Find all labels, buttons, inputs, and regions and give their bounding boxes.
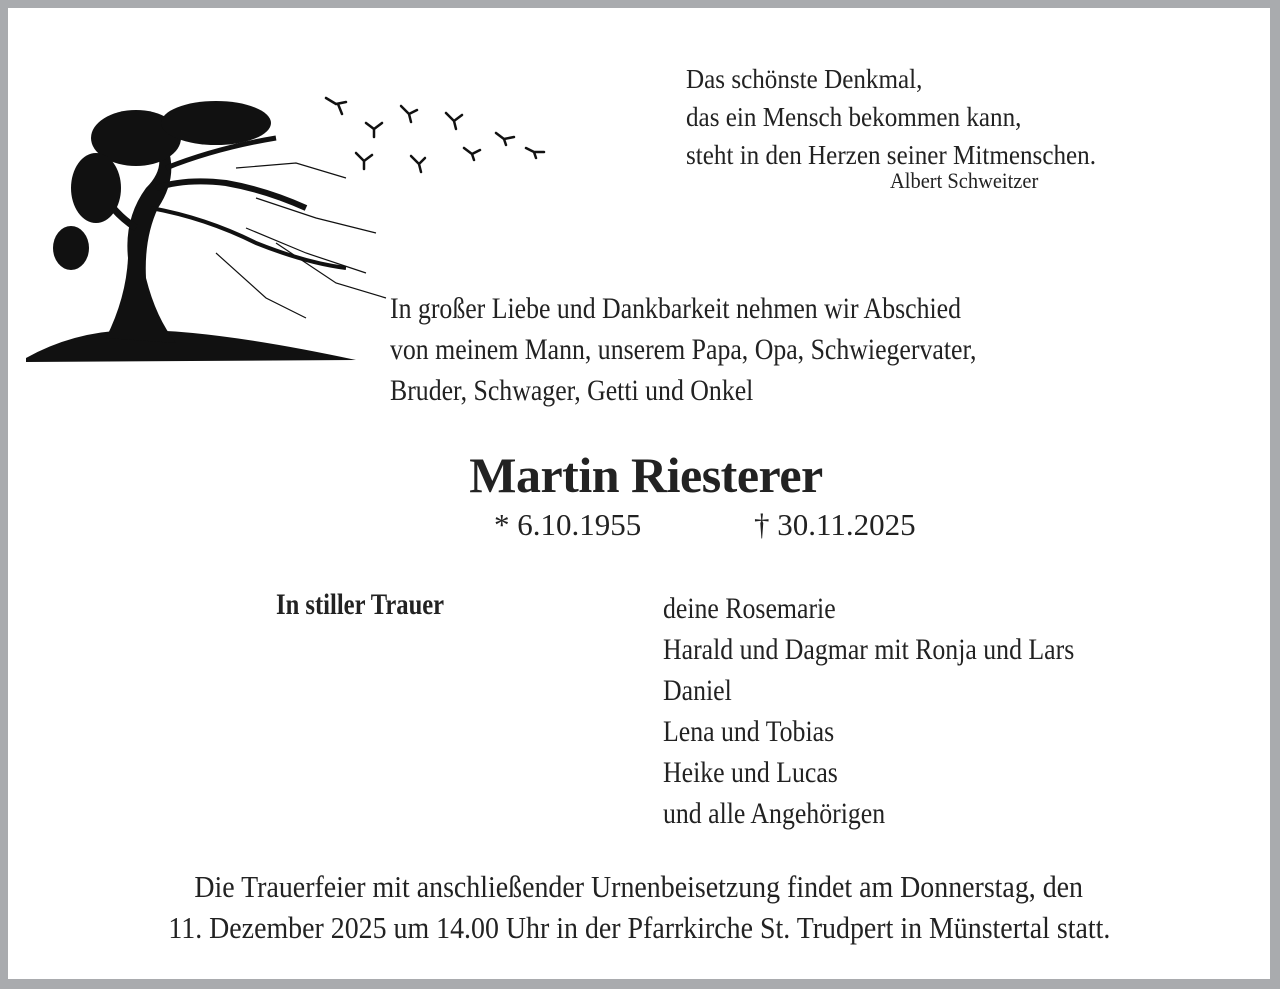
intro-line: In großer Liebe und Dankbarkeit nehmen wir Abschied <box>390 292 962 325</box>
quote-author: Albert Schweitzer <box>890 168 1039 193</box>
deceased-name: Martin Riesterer <box>469 447 823 503</box>
mourner: Lena und Tobias <box>663 715 835 748</box>
intro-line: Bruder, Schwager, Getti und Onkel <box>390 374 754 407</box>
quote-text <box>686 60 1096 174</box>
quote-line: Das schönste Denkmal, <box>686 64 923 94</box>
service-line: Die Trauerfeier mit anschließender Urnenbeisetzung findet am Donnerstag, den <box>194 869 1084 904</box>
death-date: † 30.11.2025 <box>754 507 916 542</box>
mourners-list <box>663 588 1074 834</box>
mourner: Daniel <box>663 674 732 707</box>
service-announcement <box>8 866 1270 948</box>
birth-date: * 6.10.1955 <box>494 507 642 542</box>
mourning-label: In stiller Trauer <box>276 588 445 621</box>
intro-line: von meinem Mann, unserem Papa, Opa, Schwiegervater, <box>390 333 977 366</box>
mourner: Harald und Dagmar mit Ronja und Lars <box>663 633 1075 666</box>
quote-line: steht in den Herzen seiner Mitmenschen. <box>686 140 1096 170</box>
obituary-card <box>8 8 1270 979</box>
mourner: und alle Angehörigen <box>663 797 886 830</box>
mourner: Heike und Lucas <box>663 756 838 789</box>
quote-line: das ein Mensch bekommen kann, <box>686 102 1022 132</box>
service-line: 11. Dezember 2025 um 14.00 Uhr in der Pfarrkirche St. Trudpert in Münstertal statt. <box>168 910 1110 945</box>
mourner: deine Rosemarie <box>663 592 836 625</box>
farewell-intro <box>390 288 976 411</box>
